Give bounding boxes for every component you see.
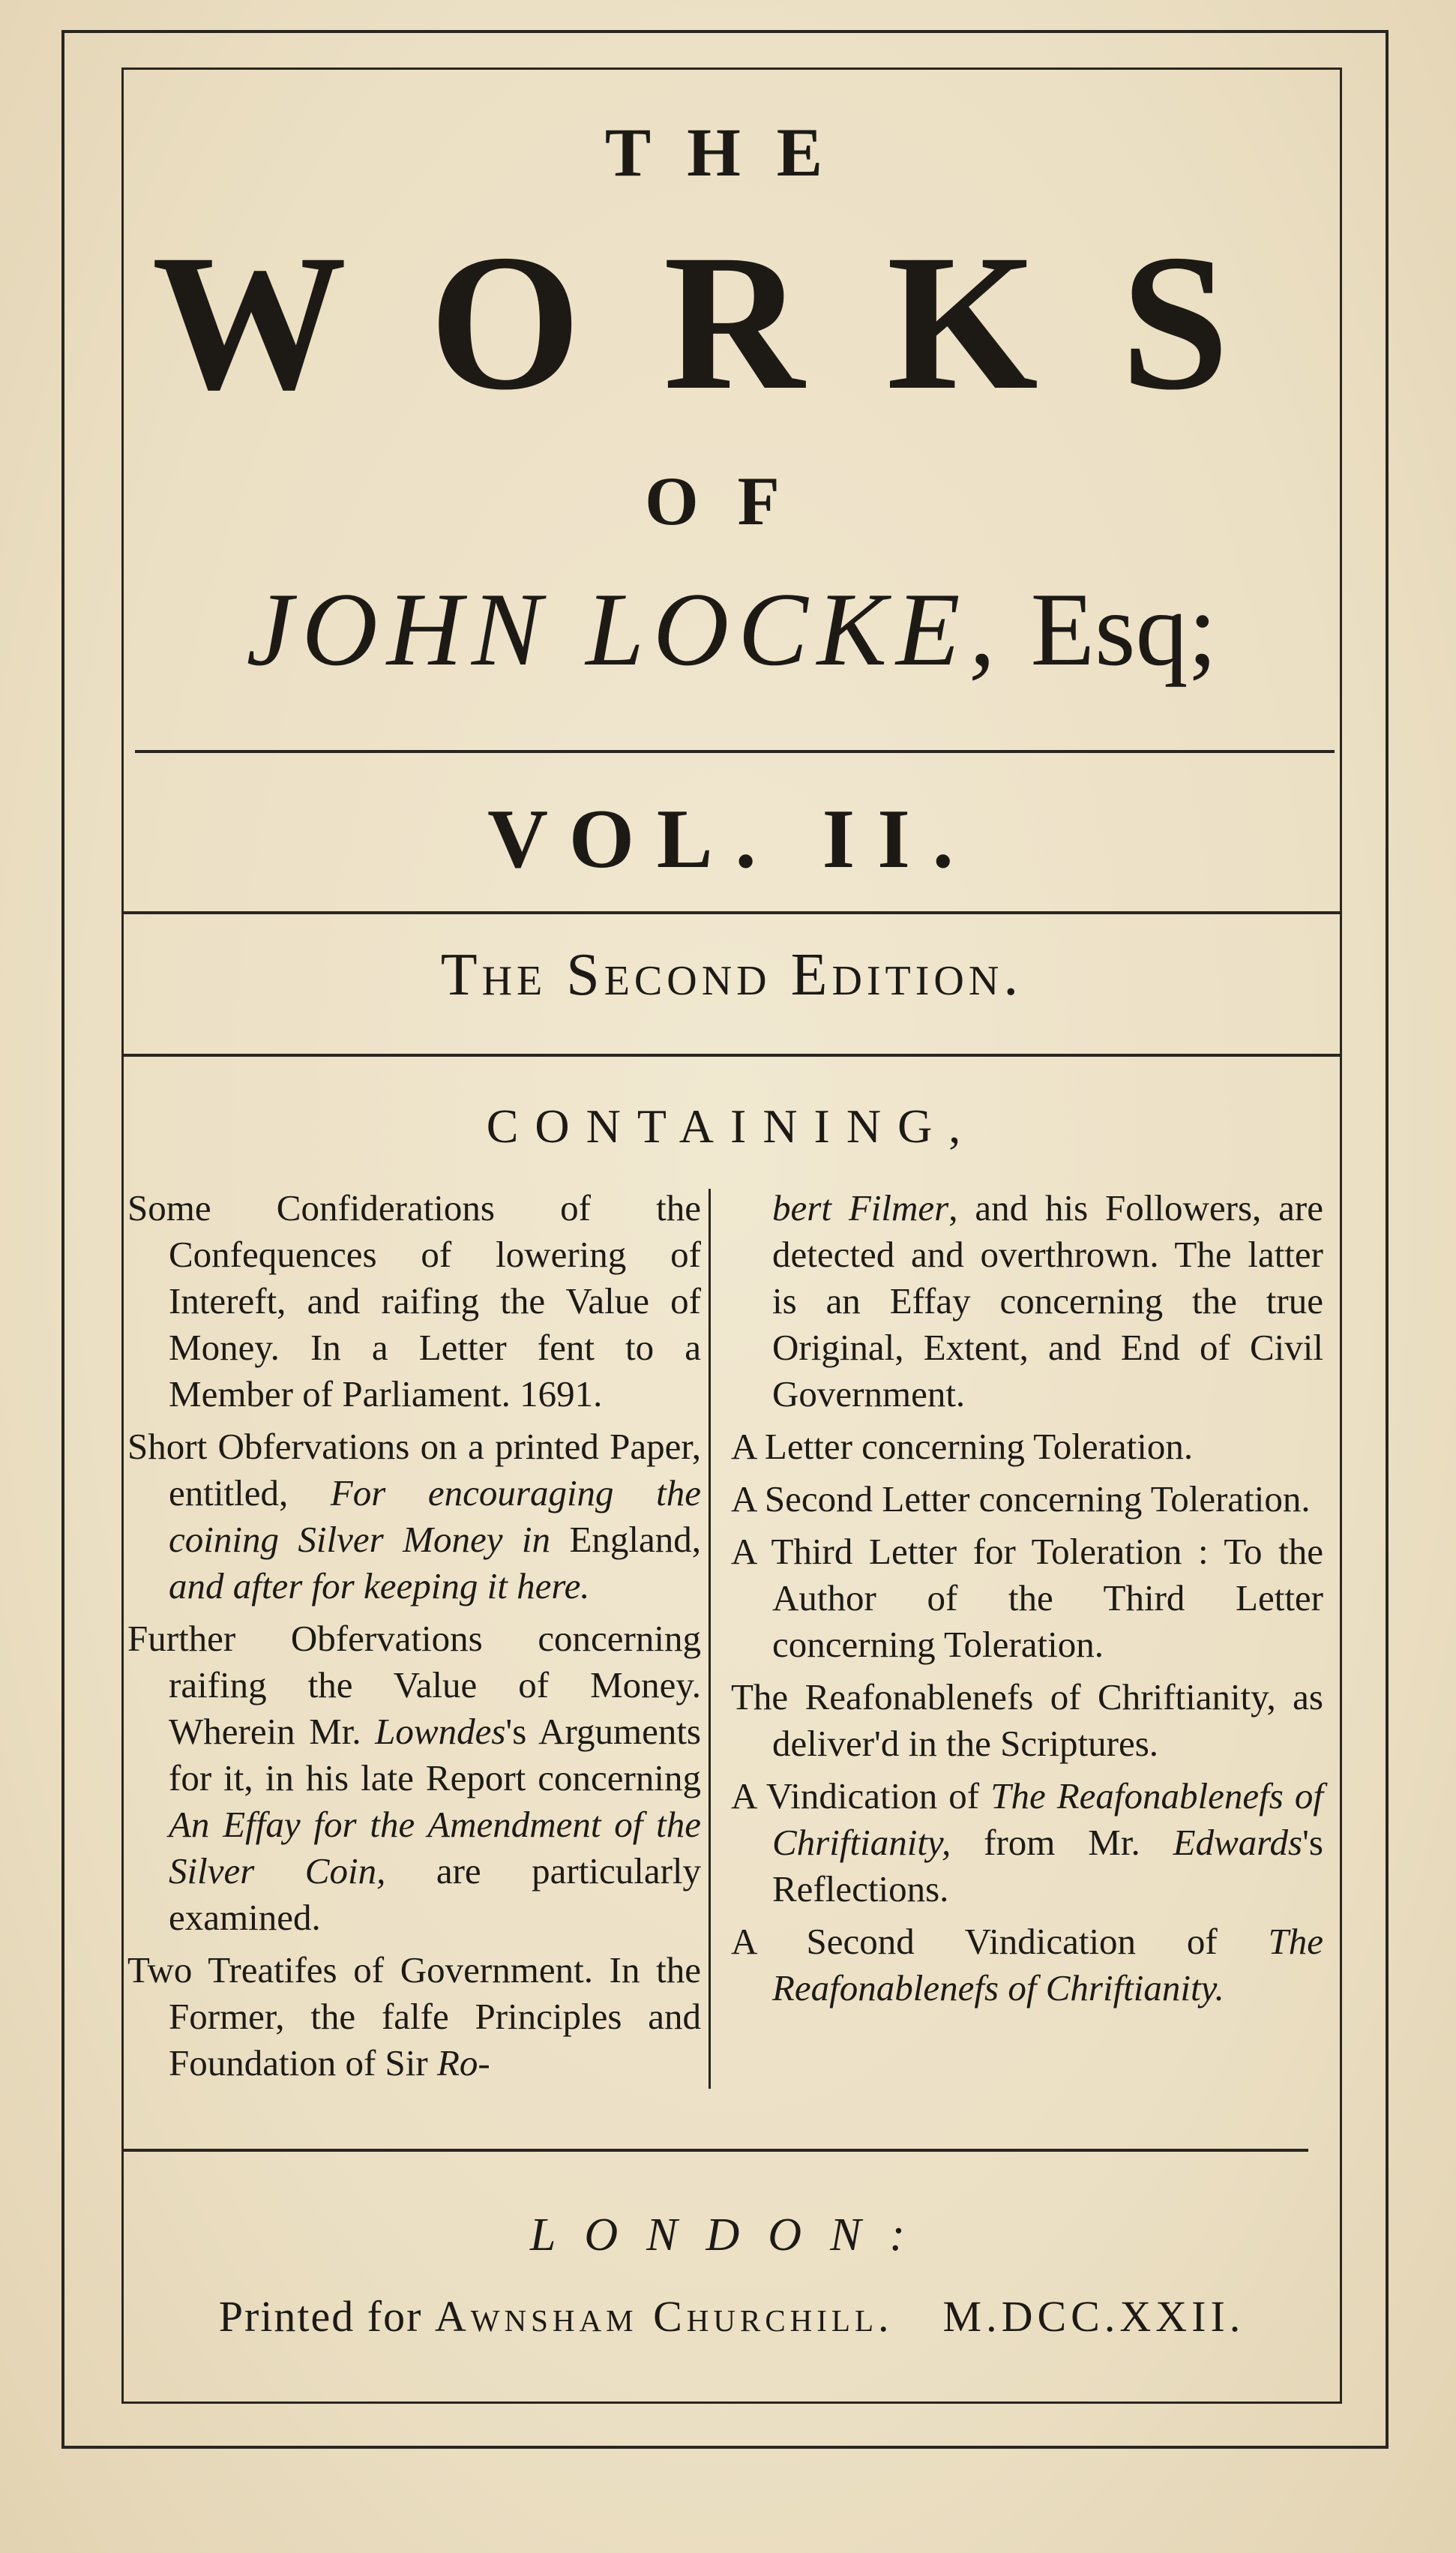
author-line bbox=[121, 572, 1342, 688]
contents-entry: Some Confiderations of the Confequences of lowering of Intereft, and raifing the Value of Money. In a Letter fent to a Member of Parliament. 1691. bbox=[127, 1187, 701, 1414]
contents-entry: A Third Letter for Toleration : To the Author of the Third Letter concerning Toleration. bbox=[731, 1531, 1323, 1665]
title-of: OF bbox=[645, 463, 819, 539]
imprint-line bbox=[121, 2291, 1342, 2342]
contents-entry: The Reafonablenefs of Chriftianity, as deliver'd in the Scriptures. bbox=[731, 1676, 1323, 1764]
contents-entry: A Letter concerning Toleration. bbox=[731, 1426, 1194, 1467]
contents-entry: Short Obfervations on a printed Paper, entitled, For encouraging the coining Silver Money in England, and after for keeping it here. bbox=[127, 1426, 702, 1606]
imprint-printed-for: Printed for bbox=[218, 2292, 423, 2341]
author-suffix: Esq; bbox=[1030, 572, 1218, 688]
contents-entry: bert Filmer, and his Followers, are detected and overthrown. The latter is an Effay concerning the true Original, Extent, and End of Civil Government. bbox=[772, 1187, 1323, 1414]
contents-entry: A Second Letter concerning Toleration. bbox=[731, 1478, 1311, 1520]
rule-4 bbox=[124, 2149, 1308, 2152]
author-name: JOHN LOCKE, bbox=[246, 572, 1005, 688]
column-divider bbox=[709, 1189, 711, 2089]
imprint-city: LONDON: bbox=[529, 2210, 934, 2260]
contents-entry: Further Obfervations concerning raifing the Value of Money. Wherein Mr. Lowndes's Arguments for it, in his late Report concerning An Effay for the Amendment of the Silver Coin, are particularly examined. bbox=[127, 1618, 701, 1938]
rule-1 bbox=[135, 750, 1335, 753]
volume-label: VOL. II. bbox=[487, 793, 976, 886]
contents-right-column bbox=[731, 1185, 1323, 2018]
title-the: THE bbox=[604, 114, 859, 190]
contents-left-column bbox=[127, 1185, 701, 2092]
edition-label: The Second Edition. bbox=[440, 942, 1023, 1008]
imprint-year: M.DCC.XXII. bbox=[942, 2292, 1245, 2341]
containing-label: CONTAINING, bbox=[486, 1100, 978, 1153]
title-works: WORKS bbox=[151, 214, 1312, 430]
rule-2 bbox=[124, 911, 1342, 914]
contents-entry: A Second Vindication of The Reafonablenefs of Chriftianity. bbox=[731, 1921, 1323, 2008]
contents-entry: Two Treatifes of Government. In the Former, the falfe Principles and Foundation of Sir Ro- bbox=[127, 1949, 701, 2084]
contents-entry: A Vindication of The Reafonablenefs of Chriftianity, from Mr. Edwards's Reflections. bbox=[731, 1775, 1324, 1910]
imprint-printer: Awnsham Churchill. bbox=[434, 2292, 894, 2341]
rule-3 bbox=[124, 1054, 1342, 1057]
